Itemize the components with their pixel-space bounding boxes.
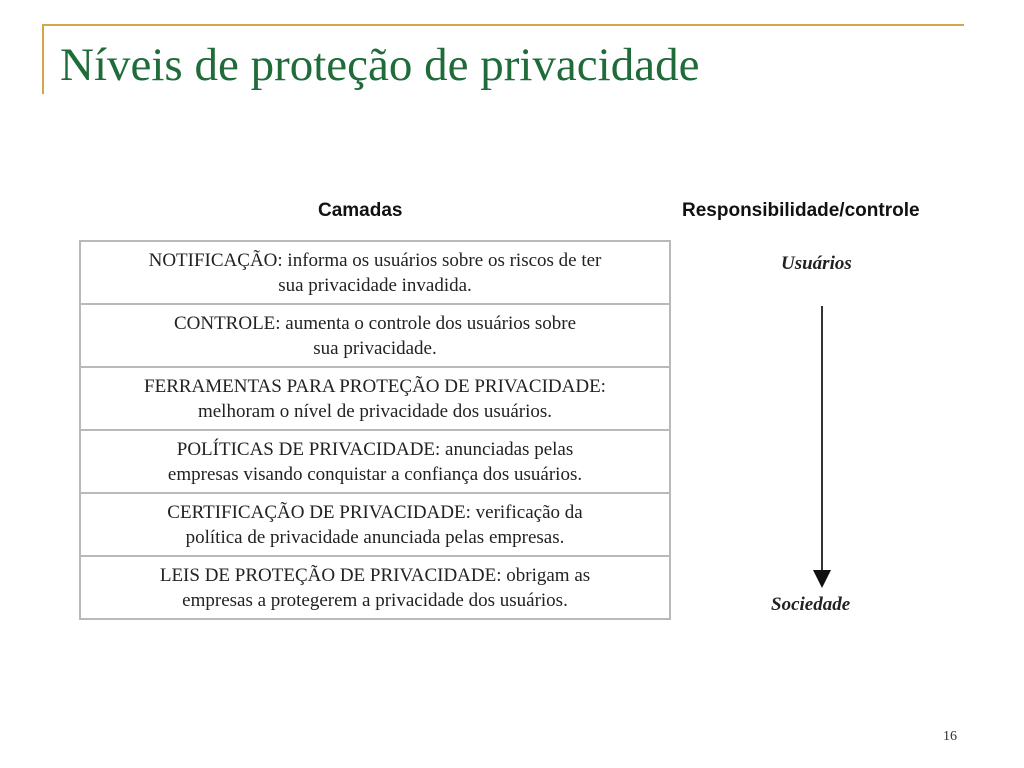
layer-row-policies: [81, 429, 669, 494]
layer-row-tools: [81, 366, 669, 431]
layer-row-certification: [81, 492, 669, 557]
layer-text-line: CONTROLE: aumenta o controle dos usuários sobre: [173, 312, 577, 334]
layer-text-line: POLÍTICAS DE PRIVACIDADE: anunciadas pelas: [176, 438, 574, 460]
layer-text-line: CERTIFICAÇÃO DE PRIVACIDADE: verificação da: [167, 501, 583, 523]
responsibility-top-label: Usuários: [781, 253, 852, 274]
layers-column-header: Camadas: [318, 200, 403, 221]
layer-text-line: sua privacidade invadida.: [278, 274, 472, 296]
layers-table: [79, 240, 671, 620]
layer-text-line: melhoram o nível de privacidade dos usuários.: [197, 400, 553, 422]
frame-top-rule: [42, 24, 964, 26]
slide-title: Níveis de proteção de privacidade: [60, 39, 700, 91]
frame-left-rule: [42, 24, 44, 94]
page-number: 16: [943, 729, 957, 744]
layer-row-notification: [81, 240, 669, 305]
layer-text-line: empresas a protegerem a privacidade dos usuários.: [182, 589, 568, 611]
layer-text-line: empresas visando conquistar a confiança dos usuários.: [167, 463, 583, 485]
down-arrow-line: [821, 306, 823, 572]
responsibility-column-header: Responsibilidade/controle: [682, 200, 920, 221]
responsibility-bottom-label: Sociedade: [771, 594, 851, 615]
down-arrow-icon: [813, 570, 831, 588]
layer-row-laws: [81, 555, 669, 620]
layer-text-line: NOTIFICAÇÃO: informa os usuários sobre os riscos de ter: [148, 249, 602, 271]
layer-row-control: [81, 303, 669, 368]
layer-text-line: sua privacidade.: [313, 337, 437, 359]
layer-text-line: LEIS DE PROTEÇÃO DE PRIVACIDADE: obrigam as: [159, 564, 591, 586]
layer-text-line: política de privacidade anunciada pelas empresas.: [185, 526, 565, 548]
layer-text-line: FERRAMENTAS PARA PROTEÇÃO DE PRIVACIDADE:: [144, 375, 606, 397]
